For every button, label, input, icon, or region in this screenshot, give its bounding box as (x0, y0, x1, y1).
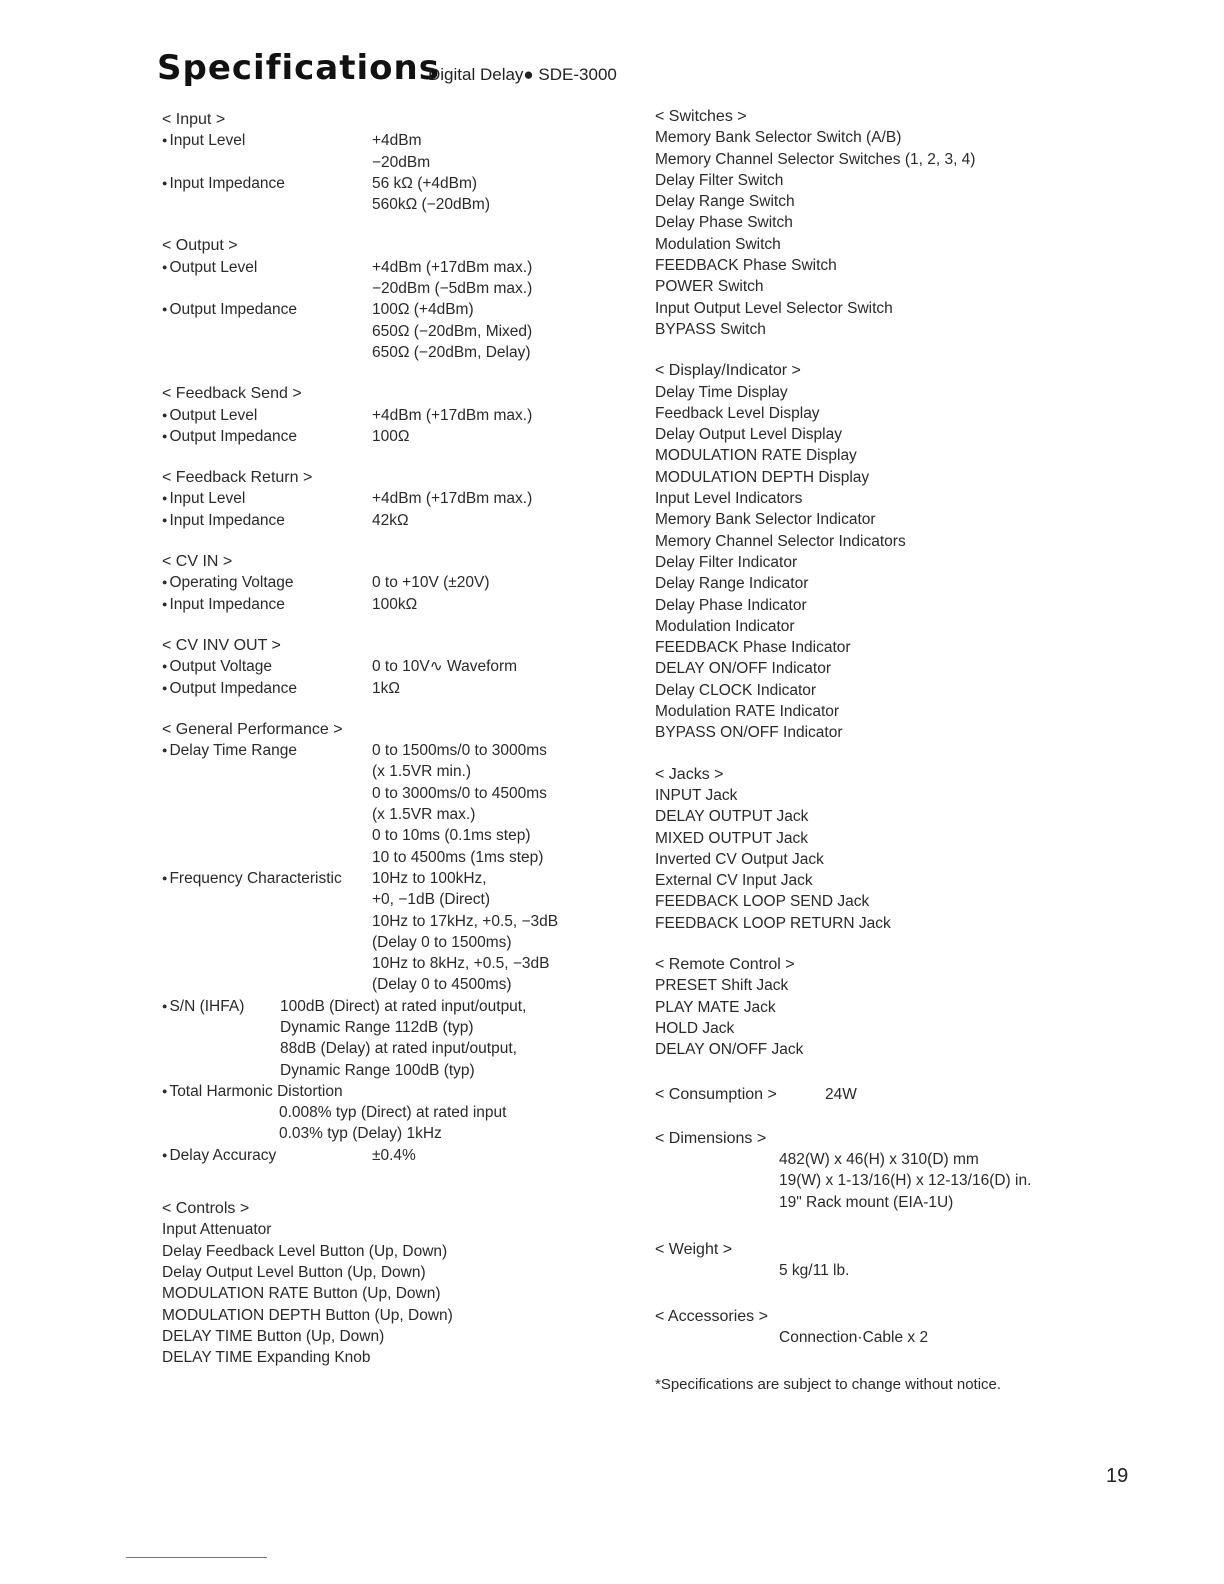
page-number: 19 (1106, 1465, 1129, 1487)
list-item: MIXED OUTPUT Jack (655, 829, 809, 847)
feedback-return-level-value: +4dBm (+17dBm max.) (372, 490, 533, 508)
list-item: Delay Range Switch (655, 193, 795, 211)
cv-inv-out-voltage-value: 0 to 10V∿ Waveform (372, 658, 518, 676)
list-item: HOLD Jack (655, 1019, 735, 1037)
cv-inv-out-impedance-value: 1kΩ (372, 679, 400, 697)
list-item: INPUT Jack (655, 786, 738, 804)
list-item: Delay Phase Indicator (655, 596, 807, 614)
dimensions-value: 482(W) x 46(H) x 310(D) mm (779, 1151, 979, 1169)
input-level-value: −20dBm (372, 153, 431, 171)
sn-ratio-row (162, 996, 632, 1081)
list-item: DELAY TIME Expanding Knob (162, 1349, 371, 1367)
feedback-send-impedance-label: ● Output Impedance (162, 426, 372, 447)
delay-time-range-label: ● Delay Time Range (162, 740, 372, 868)
dimensions-value: 19(W) x 1-13/16(H) x 12-13/16(D) in. (779, 1172, 1032, 1190)
delay-time-range-row (162, 740, 632, 868)
frequency-characteristic-label: ● Frequency Characteristic (162, 868, 372, 996)
delay-accuracy-label: ● Delay Accuracy (162, 1145, 372, 1166)
sn-ratio-value: 100dB (Direct) at rated input/output, (280, 997, 527, 1015)
list-item: DELAY TIME Button (Up, Down) (162, 1327, 385, 1345)
controls-list (162, 1219, 632, 1368)
feedback-return-level-row (162, 488, 632, 509)
list-item: Delay Output Level Display (655, 426, 842, 444)
weight-heading: < Weight > (655, 1240, 733, 1258)
display-indicator-heading: < Display/Indicator > (655, 362, 801, 380)
list-item: Delay Range Indicator (655, 575, 809, 593)
list-item: PRESET Shift Jack (655, 977, 789, 995)
list-item: External CV Input Jack (655, 872, 813, 890)
output-level-label: ● Output Level (162, 257, 372, 300)
general-performance-heading: < General Performance > (162, 720, 343, 738)
feedback-return-heading: < Feedback Return > (162, 469, 313, 487)
output-level-value: −20dBm (−5dBm max.) (372, 280, 533, 298)
input-impedance-row (162, 173, 632, 216)
list-item: DELAY ON/OFF Indicator (655, 660, 832, 678)
feedback-send-heading: < Feedback Send > (162, 385, 302, 403)
switches-list (655, 127, 1135, 340)
controls-heading: < Controls > (162, 1200, 250, 1218)
cv-in-voltage-row (162, 572, 632, 593)
output-impedance-value: 650Ω (−20dBm, Mixed) (372, 322, 533, 340)
jacks-heading: < Jacks > (655, 765, 724, 783)
output-impedance-value: 650Ω (−20dBm, Delay) (372, 343, 531, 361)
delay-time-range-value: 0 to 10ms (0.1ms step) (372, 827, 531, 845)
list-item: Delay CLOCK Indicator (655, 681, 817, 699)
sn-ratio-label: ● S/N (IHFA) (162, 996, 280, 1081)
output-impedance-label: ● Output Impedance (162, 299, 372, 363)
output-heading: < Output > (162, 237, 238, 255)
list-item: FEEDBACK LOOP RETURN Jack (655, 914, 891, 932)
thd-label: ● Total Harmonic Distortion (162, 1081, 632, 1102)
list-item: Input Output Level Selector Switch (655, 299, 893, 317)
frequency-characteristic-value: +0, −1dB (Direct) (372, 891, 491, 909)
delay-time-range-value: 0 to 1500ms/0 to 3000ms (372, 742, 547, 760)
sn-ratio-value: 88dB (Delay) at rated input/output, (280, 1040, 517, 1058)
cv-in-impedance-value: 100kΩ (372, 595, 418, 613)
weight-value: 5 kg/11 lb. (779, 1262, 850, 1280)
accessories-value: Connection·Cable x 2 (779, 1328, 929, 1346)
cv-in-voltage-value: 0 to +10V (±20V) (372, 574, 490, 592)
list-item: FEEDBACK LOOP SEND Jack (655, 893, 870, 911)
cv-in-voltage-label: ● Operating Voltage (162, 572, 372, 593)
sn-ratio-value: Dynamic Range 100dB (typ) (280, 1061, 475, 1079)
frequency-characteristic-value: 10Hz to 17kHz, +0.5, −3dB (372, 912, 559, 930)
delay-time-range-value: 10 to 4500ms (1ms step) (372, 848, 544, 866)
cv-inv-out-impedance-label: ● Output Impedance (162, 678, 372, 699)
frequency-characteristic-value: 10Hz to 100kHz, (372, 869, 487, 887)
page-title: Specifications (157, 48, 440, 88)
list-item: Delay Phase Switch (655, 214, 793, 232)
feedback-return-impedance-row (162, 510, 632, 531)
list-item: Input Attenuator (162, 1221, 272, 1239)
right-column (655, 106, 1135, 1395)
input-level-value: +4dBm (372, 132, 422, 150)
feedback-send-level-row (162, 405, 632, 426)
list-item: Delay Time Display (655, 383, 788, 401)
feedback-send-level-value: +4dBm (+17dBm max.) (372, 406, 533, 424)
output-impedance-value: 100Ω (+4dBm) (372, 301, 474, 319)
list-item: Modulation Switch (655, 235, 781, 253)
list-item: BYPASS Switch (655, 320, 766, 338)
remote-control-heading: < Remote Control > (655, 955, 795, 973)
feedback-send-impedance-row (162, 426, 632, 447)
list-item: MODULATION DEPTH Button (Up, Down) (162, 1306, 453, 1324)
list-item: FEEDBACK Phase Switch (655, 257, 837, 275)
specifications-note: *Specifications are subject to change without notice. (655, 1376, 1002, 1394)
cv-in-impedance-row (162, 594, 632, 615)
input-level-label: ● Input Level (162, 130, 372, 173)
left-column (162, 109, 632, 1368)
list-item: Delay Filter Switch (655, 171, 784, 189)
list-item: Inverted CV Output Jack (655, 850, 824, 868)
frequency-characteristic-value: 10Hz to 8kHz, +0.5, −3dB (372, 955, 550, 973)
divider (126, 1557, 267, 1558)
feedback-return-impedance-value: 42kΩ (372, 511, 409, 529)
frequency-characteristic-value: (Delay 0 to 4500ms) (372, 976, 512, 994)
dimensions-heading: < Dimensions > (655, 1129, 767, 1147)
list-item: POWER Switch (655, 278, 764, 296)
list-item: Memory Bank Selector Switch (A/B) (655, 129, 902, 147)
list-item: Memory Bank Selector Indicator (655, 511, 876, 529)
list-item: Feedback Level Display (655, 404, 820, 422)
list-item: Modulation Indicator (655, 617, 795, 635)
list-item: MODULATION DEPTH Display (655, 468, 870, 486)
output-level-row (162, 257, 632, 300)
cv-inv-out-heading: < CV INV OUT > (162, 636, 281, 654)
input-impedance-value: 56 kΩ (+4dBm) (372, 174, 478, 192)
jacks-list (655, 785, 1135, 934)
feedback-return-impedance-label: ● Input Impedance (162, 510, 372, 531)
page-subtitle: Digital Delay● SDE-3000 (428, 65, 617, 84)
display-indicator-list (655, 382, 1135, 744)
input-heading: < Input > (162, 111, 226, 128)
list-item: Memory Channel Selector Indicators (655, 532, 906, 550)
list-item: PLAY MATE Jack (655, 998, 776, 1016)
list-item: BYPASS ON/OFF Indicator (655, 724, 843, 742)
delay-time-range-value: (x 1.5VR max.) (372, 806, 476, 824)
delay-time-range-value: 0 to 3000ms/0 to 4500ms (372, 784, 547, 802)
list-item: Input Level Indicators (655, 490, 803, 508)
sn-ratio-value: Dynamic Range 112dB (typ) (280, 1018, 474, 1036)
input-impedance-label: ● Input Impedance (162, 173, 372, 216)
output-level-value: +4dBm (+17dBm max.) (372, 258, 533, 276)
delay-time-range-value: (x 1.5VR min.) (372, 763, 472, 781)
frequency-characteristic-row (162, 868, 632, 996)
list-item: Modulation RATE Indicator (655, 703, 840, 721)
consumption-value: 24W (825, 1086, 857, 1104)
switches-heading: < Switches > (655, 108, 747, 125)
frequency-characteristic-value: (Delay 0 to 1500ms) (372, 933, 512, 951)
cv-inv-out-voltage-label: ● Output Voltage (162, 656, 372, 677)
input-level-row (162, 130, 632, 173)
list-item: DELAY ON/OFF Jack (655, 1041, 804, 1059)
remote-control-list (655, 975, 1135, 1060)
feedback-send-level-label: ● Output Level (162, 405, 372, 426)
cv-inv-out-impedance-row (162, 678, 632, 699)
consumption-row (655, 1084, 1135, 1105)
feedback-return-level-label: ● Input Level (162, 488, 372, 509)
dimensions-value: 19" Rack mount (EIA-1U) (779, 1193, 954, 1211)
list-item: Delay Output Level Button (Up, Down) (162, 1263, 426, 1281)
feedback-send-impedance-value: 100Ω (372, 427, 410, 445)
output-impedance-row (162, 299, 632, 363)
consumption-heading: < Consumption > (655, 1086, 777, 1104)
input-impedance-value: 560kΩ (−20dBm) (372, 196, 490, 214)
accessories-heading: < Accessories > (655, 1307, 768, 1325)
delay-accuracy-row (162, 1145, 632, 1166)
list-item: Delay Filter Indicator (655, 553, 798, 571)
thd-value: 0.008% typ (Direct) at rated input (279, 1104, 507, 1122)
thd-value: 0.03% typ (Delay) 1kHz (279, 1125, 442, 1143)
list-item: MODULATION RATE Display (655, 447, 857, 465)
cv-in-heading: < CV IN > (162, 553, 233, 571)
cv-inv-out-voltage-row (162, 656, 632, 677)
list-item: MODULATION RATE Button (Up, Down) (162, 1285, 441, 1303)
list-item: DELAY OUTPUT Jack (655, 808, 809, 826)
list-item: Delay Feedback Level Button (Up, Down) (162, 1242, 448, 1260)
delay-accuracy-value: ±0.4% (372, 1146, 416, 1164)
list-item: FEEDBACK Phase Indicator (655, 639, 851, 657)
list-item: Memory Channel Selector Switches (1, 2, 3, 4) (655, 150, 976, 168)
cv-in-impedance-label: ● Input Impedance (162, 594, 372, 615)
